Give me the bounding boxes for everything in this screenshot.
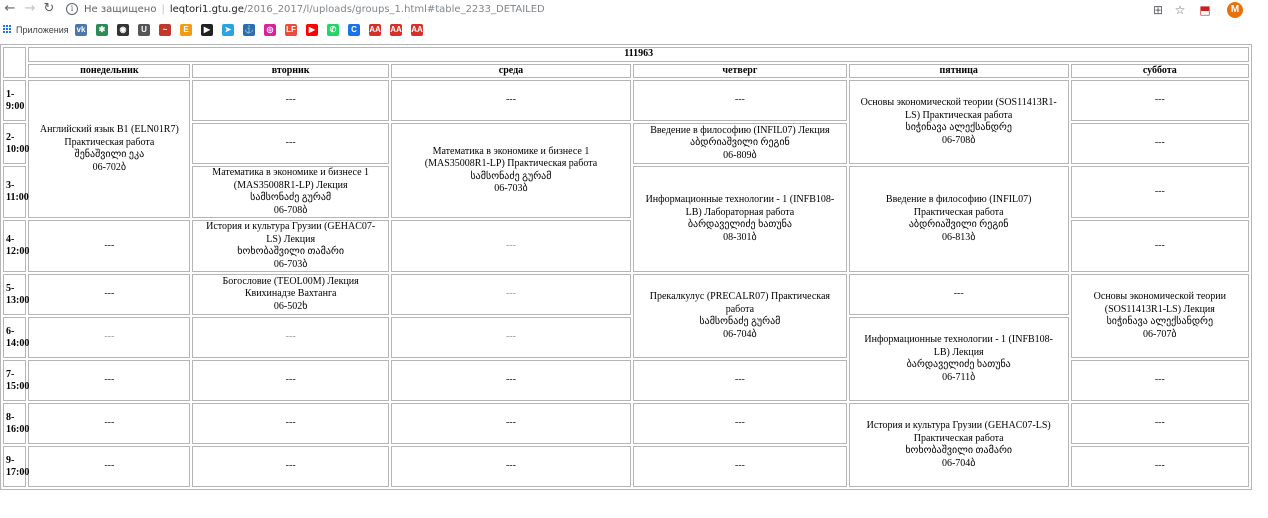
lesson-cell (849, 80, 1069, 164)
browser-toolbar (0, 0, 1268, 20)
lesson-text: ბარდაველიძე ხათუნა (687, 219, 792, 230)
lesson-text: История и культура Грузии (GEHAC07-LS) (866, 420, 1051, 431)
lesson-text: Прекалкулус (PRECALR07) Практическая (649, 291, 831, 302)
empty-cell: --- (1071, 360, 1249, 401)
apps-grid-icon[interactable] (3, 25, 12, 34)
empty-cell: --- (1071, 123, 1249, 164)
lesson-text: (SOS11413R1-LS) Лекция (1104, 303, 1215, 315)
lesson-room: 06-707ბ (1143, 328, 1177, 340)
time-slot-7 (3, 360, 30, 401)
slot-number: 2- (6, 131, 15, 143)
day-header-wednesday: среда (391, 64, 631, 79)
lesson-cell (1071, 274, 1249, 358)
empty-cell: --- (391, 274, 631, 315)
day-header-monday: понедельник (28, 64, 190, 79)
lesson-text: Основы экономической теории (SOS11413R1- (860, 97, 1057, 108)
address-bar[interactable] (66, 2, 545, 18)
anchor-icon[interactable]: ⚓ (244, 25, 254, 34)
lesson-text: სამსონაძე გურამ (699, 316, 781, 327)
slot-number: 9- (6, 454, 15, 466)
slot-number: 1- (6, 88, 15, 100)
slot-time: 16:00 (6, 423, 30, 435)
lesson-text: LS) Практическая работа (905, 109, 1013, 121)
lesson-text: Математика в экономике и бизнесе 1 (212, 167, 370, 178)
empty-cell: --- (28, 274, 190, 315)
lesson-room: 06-704ბ (723, 328, 757, 340)
lesson-text: LB) Лабораторная работа (685, 206, 795, 218)
lesson-text: ხოხობაშვილი თამარი (237, 246, 345, 257)
lesson-cell (849, 403, 1069, 487)
empty-cell: --- (391, 360, 631, 401)
lesson-room: 06-502ხ (273, 300, 308, 312)
time-slot-6 (3, 317, 30, 358)
vk-icon[interactable]: vk (76, 25, 86, 34)
lesson-cell (633, 123, 847, 164)
telegram-icon[interactable]: ➤ (222, 24, 234, 36)
slot-time: 12:00 (6, 246, 30, 257)
instagram-icon[interactable]: ◎ (264, 24, 276, 36)
lesson-text: Основы экономической теории (1093, 291, 1226, 302)
empty-cell: --- (633, 403, 847, 444)
empty-cell: --- (633, 80, 847, 121)
aa-icon-2[interactable]: AA (390, 25, 402, 34)
lesson-text: Информационные технологии - 1 (INFB108- (864, 334, 1054, 345)
globe-icon[interactable]: ◉ (117, 24, 129, 36)
star-icon[interactable]: ☆ (1174, 3, 1186, 17)
slot-time: 9:00 (6, 100, 25, 112)
lesson-text: Практическая работа (64, 136, 155, 148)
e-icon[interactable]: E (180, 24, 192, 36)
lesson-room: 06-702ბ (92, 161, 127, 173)
empty-cell: --- (391, 220, 631, 272)
empty-cell: --- (1071, 80, 1249, 121)
slot-time: 11:00 (6, 192, 29, 203)
pdf-extension-icon[interactable]: ⬒ (1199, 3, 1211, 17)
empty-cell: --- (1071, 403, 1249, 444)
lesson-text: Введение в философию (INFIL07) Лекция (650, 124, 830, 136)
slot-time: 17:00 (6, 466, 30, 478)
slot-number: 7- (6, 368, 15, 380)
lesson-room: 06-711ბ (942, 371, 976, 383)
lesson-cell (192, 274, 389, 315)
back-arrow-icon[interactable]: ← (4, 1, 16, 16)
empty-cell: --- (28, 317, 190, 358)
empty-cell: --- (192, 123, 389, 164)
reload-icon[interactable]: ↻ (43, 1, 55, 16)
lesson-text: აბდრიაშვილი რეგინ (690, 137, 790, 149)
empty-cell: --- (391, 446, 631, 487)
lesson-text: ხოხობაშვილი თამარი (905, 445, 1013, 456)
url-host: leqtori1.gtu.ge (169, 4, 244, 15)
empty-cell: --- (192, 317, 389, 358)
play-icon[interactable]: ▶ (201, 24, 213, 36)
lesson-cell (633, 274, 847, 358)
timetable (0, 44, 1252, 490)
empty-cell: --- (28, 403, 190, 444)
lesson-text: Богословие (TEOL00M) Лекция (222, 275, 359, 287)
empty-cell: --- (391, 403, 631, 444)
feather-icon[interactable]: ~ (159, 24, 171, 36)
lesson-cell (633, 166, 847, 272)
day-header-saturday: суббота (1071, 64, 1249, 79)
lesson-text: Информационные технологии - 1 (INFB108- (645, 194, 835, 205)
time-slot-4 (3, 220, 30, 272)
bookmark-u-icon[interactable]: U (138, 24, 150, 36)
lesson-cell (849, 317, 1069, 401)
info-icon[interactable]: i (66, 3, 78, 15)
lesson-room: 06-704ბ (941, 457, 976, 469)
lesson-text: შენაშვილი ეკა (74, 149, 145, 160)
day-header-friday: пятница (849, 64, 1069, 79)
lesson-text: სიჭინავა ალექსანდრე (1106, 316, 1214, 327)
lesson-text: სამსონაძე გურამ (250, 192, 332, 203)
url-path: /2016_2017/l/uploads/groups_1.html#table_2233_DETAILED (243, 4, 545, 15)
apps-label[interactable]: Приложения (16, 25, 69, 35)
lesson-room: 06-708ბ (941, 134, 976, 146)
lesson-text: работа (725, 303, 755, 315)
empty-cell: --- (849, 274, 1069, 315)
aa-icon-3[interactable]: AA (411, 25, 423, 34)
lesson-text: (MAS35008R1-LP) Лекция (233, 179, 348, 191)
lesson-room: 06-809ბ (723, 149, 757, 161)
profile-avatar[interactable]: M (1227, 2, 1243, 18)
lesson-text: LB) Лекция (933, 346, 984, 358)
lesson-cell (849, 166, 1069, 272)
day-header-thursday: четверг (633, 64, 847, 79)
time-slot-8 (3, 403, 30, 444)
slot-number: 3- (6, 180, 15, 191)
lesson-text: აბდრიაშვილი რეგინ (908, 219, 1009, 230)
lesson-text: Квихинадзе Вахтанга (244, 288, 337, 300)
address-separator: | (161, 4, 165, 15)
slot-number: 8- (6, 411, 15, 423)
lesson-room: 06-703ბ (273, 258, 308, 270)
lesson-cell (192, 220, 389, 272)
slot-time: 13:00 (6, 294, 30, 306)
empty-cell: --- (28, 360, 190, 401)
slot-time: 14:00 (6, 337, 30, 349)
lesson-cell (192, 166, 389, 218)
empty-cell: --- (192, 403, 389, 444)
pinwheel-icon[interactable]: ✱ (96, 24, 108, 36)
empty-cell: --- (1071, 446, 1249, 487)
time-slot-5 (3, 274, 30, 315)
lesson-room: 06-708ბ (273, 204, 308, 216)
lesson-room: 08-301ბ (723, 231, 757, 243)
lesson-cell (28, 80, 190, 218)
empty-cell: --- (1071, 166, 1249, 218)
time-slot-2 (3, 123, 30, 164)
slot-number: 5- (6, 282, 15, 294)
empty-cell: --- (192, 360, 389, 401)
empty-cell: --- (633, 360, 847, 401)
empty-cell: --- (28, 446, 190, 487)
c-icon[interactable]: C (348, 24, 360, 36)
slot-time: 10:00 (6, 143, 30, 155)
lesson-text: ბარდაველიძე ხათუნა (906, 359, 1011, 370)
aa-icon-1[interactable]: AA (369, 25, 381, 34)
slot-number: 4- (6, 234, 15, 245)
empty-cell: --- (192, 446, 389, 487)
lesson-text: Английский язык B1 (ELN01R7) (39, 124, 179, 135)
lesson-text: История и культура Грузии (GEHAC07- (206, 221, 376, 232)
empty-cell: --- (28, 220, 190, 272)
empty-cell: --- (633, 446, 847, 487)
empty-cell: --- (391, 80, 631, 121)
empty-cell: --- (1071, 220, 1249, 272)
lesson-text: Математика в экономике и бизнесе 1 (432, 145, 590, 157)
lesson-text: Практическая работа (913, 206, 1004, 218)
lesson-room: 06-813ბ (941, 231, 976, 243)
lesson-text: Практическая работа (913, 432, 1004, 444)
time-slot-1 (3, 80, 26, 121)
security-label: Не защищено (84, 4, 157, 15)
whatsapp-icon[interactable]: ✆ (327, 24, 339, 36)
lesson-room: 06-703ბ (494, 183, 528, 194)
empty-cell: --- (391, 317, 631, 358)
lesson-cell (391, 123, 631, 218)
empty-cell: --- (192, 80, 389, 121)
day-header-tuesday: вторник (192, 64, 389, 79)
time-slot-9 (3, 446, 30, 487)
lf-icon[interactable]: LF (286, 25, 296, 34)
lesson-text: (MAS35008R1-LP) Практическая работа (424, 158, 598, 169)
translate-icon[interactable]: ⊞ (1152, 3, 1164, 17)
slot-number: 6- (6, 325, 15, 337)
time-slot-3 (3, 166, 29, 218)
forward-arrow-icon[interactable]: → (24, 1, 36, 16)
lesson-text: სამსონაძე გურამ (470, 170, 552, 182)
youtube-icon[interactable]: ▶ (306, 24, 318, 36)
lesson-text: სიჭინავა ალექსანდრე (905, 122, 1012, 133)
lesson-text: Введение в философию (INFIL07) (885, 194, 1032, 205)
slot-time: 15:00 (6, 380, 30, 392)
corner-cell (3, 47, 26, 78)
lesson-text: LS) Лекция (266, 233, 316, 245)
group-header: 111963 (28, 47, 1249, 62)
bookmarks-bar (0, 20, 1268, 42)
